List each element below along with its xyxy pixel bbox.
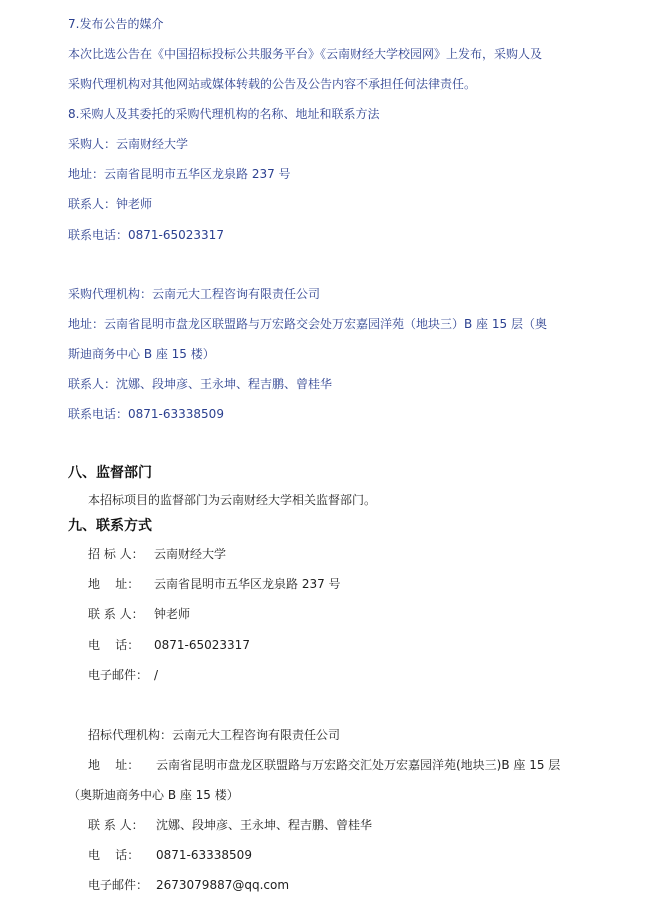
media-heading: 7.发布公告的媒介 — [68, 17, 164, 31]
tenderer-phone-row — [88, 637, 250, 653]
tenderer-address-value: 云南省昆明市五华区龙泉路 237 号 — [154, 577, 341, 591]
tenderer-contact-row — [88, 606, 190, 622]
tender-agency-address-line-2: （奥斯迪商务中心 B 座 15 楼） — [68, 788, 239, 802]
tenderer-email-row — [88, 667, 158, 683]
tender-agency-name: 招标代理机构：云南元大工程咨询有限责任公司 — [88, 728, 341, 742]
purchaser-phone: 联系电话：0871-65023317 — [68, 228, 224, 242]
tender-agency-address-value: 云南省昆明市盘龙区联盟路与万宏路交汇处万宏嘉园洋苑(地块三)B 座 15 层 — [156, 758, 561, 772]
tenderer-row — [88, 546, 226, 562]
tenderer-phone-value: 0871-65023317 — [154, 638, 250, 652]
media-paragraph-line-1: 本次比选公告在《中国招标投标公共服务平台》《云南财经大学校园网》上发布，采购人及 — [68, 47, 543, 61]
tender-agency-phone-label: 电 话： — [88, 848, 140, 862]
tenderer-email-value: / — [154, 668, 159, 682]
tenderer-label: 招 标 人： — [88, 547, 144, 561]
tenderer-contact-label: 联 系 人： — [88, 607, 144, 621]
agency-address-line-2: 斯迪商务中心 B 座 15 楼） — [68, 347, 215, 361]
agency-name: 采购代理机构：云南元大工程咨询有限责任公司 — [68, 287, 321, 301]
tender-agency-email-row — [88, 877, 289, 893]
contact-info-heading: 九、联系方式 — [68, 518, 152, 534]
purchaser-section-heading: 8.采购人及其委托的采购代理机构的名称、地址和联系方法 — [68, 107, 380, 121]
tenderer-value: 云南财经大学 — [154, 547, 227, 561]
purchaser-contact: 联系人：钟老师 — [68, 197, 153, 211]
tender-agency-phone-row — [88, 847, 252, 863]
purchaser-address: 地址：云南省昆明市五华区龙泉路 237 号 — [68, 167, 291, 181]
tenderer-phone-label: 电 话： — [88, 638, 140, 652]
supervision-text: 本招标项目的监督部门为云南财经大学相关监督部门。 — [88, 493, 377, 507]
agency-address-line-1: 地址：云南省昆明市盘龙区联盟路与万宏路交会处万宏嘉园洋苑（地块三）B 座 15 层（奥 — [68, 317, 547, 331]
tender-agency-phone-value: 0871-63338509 — [156, 848, 252, 862]
tenderer-address-row — [88, 576, 341, 592]
tender-agency-contact-value: 沈娜、段坤彦、王永坤、程吉鹏、曾桂华 — [156, 818, 373, 832]
tender-agency-address-label: 地 址： — [88, 758, 140, 772]
tender-agency-email-value: 2673079887@qq.com — [156, 878, 290, 892]
tender-agency-address-row — [88, 757, 560, 773]
supervision-heading: 八、监督部门 — [68, 465, 152, 481]
tenderer-email-label: 电子邮件： — [88, 668, 149, 682]
agency-contact: 联系人：沈娜、段坤彦、王永坤、程吉鹏、曾桂华 — [68, 377, 333, 391]
tender-agency-email-label: 电子邮件： — [88, 878, 149, 892]
tenderer-contact-value: 钟老师 — [154, 607, 191, 621]
tender-agency-contact-label: 联 系 人： — [88, 818, 144, 832]
media-paragraph-line-2: 采购代理机构对其他网站或媒体转载的公告及公告内容不承担任何法律责任。 — [68, 77, 477, 91]
agency-phone: 联系电话：0871-63338509 — [68, 407, 224, 421]
tender-agency-contact-row — [88, 817, 372, 833]
purchaser-name: 采购人：云南财经大学 — [68, 137, 189, 151]
tenderer-address-label: 地 址： — [88, 577, 140, 591]
